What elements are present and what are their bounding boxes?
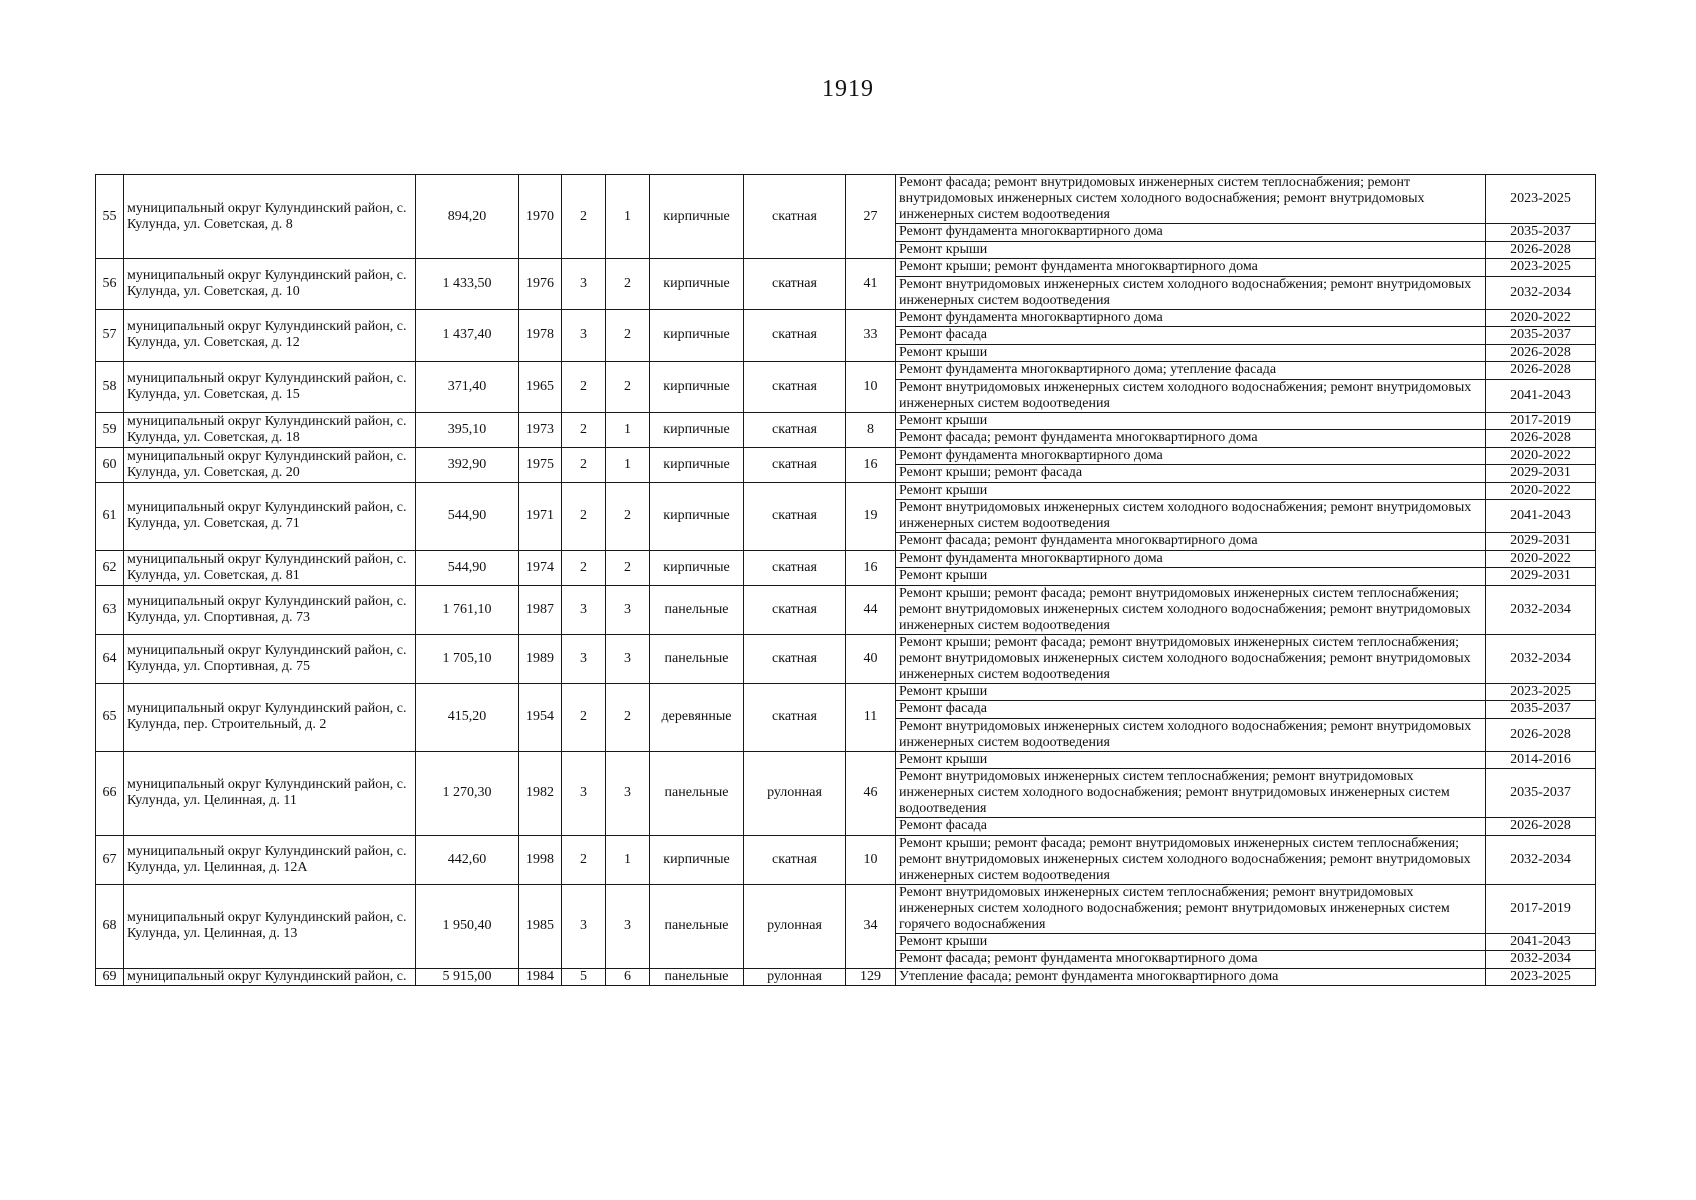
floors-cell: 2 [562,447,606,482]
address-cell: муниципальный округ Кулундинский район, с. Кулунда, ул. Целинная, д. 11 [124,751,416,835]
address-cell: муниципальный округ Кулундинский район, с. Кулунда, ул. Советская, д. 8 [124,175,416,259]
residents-cell: 10 [846,835,896,884]
repair-work-cell: Ремонт крыши; ремонт фасада; ремонт внутридомовых инженерных систем теплоснабжения; ремонт внутридомовых инженерных систем холодного водоснабжения; ремонт внутридомовых инженерных систем водоотведения [896,634,1486,683]
floors-cell: 3 [562,585,606,634]
repair-work-cell: Ремонт крыши [896,412,1486,430]
walls-cell: кирпичные [650,175,744,259]
floors-cell: 3 [562,751,606,835]
row-number: 66 [96,751,124,835]
row-number: 61 [96,482,124,550]
repair-period-cell: 2023-2025 [1486,175,1596,224]
residents-cell: 8 [846,412,896,447]
year-cell: 1987 [519,585,562,634]
address-cell: муниципальный округ Кулундинский район, с. Кулунда, ул. Спортивная, д. 73 [124,585,416,634]
entrances-cell: 1 [606,447,650,482]
row-number: 57 [96,309,124,362]
table-row [96,447,1596,465]
repair-period-cell: 2020-2022 [1486,447,1596,465]
area-cell: 544,90 [416,482,519,550]
repair-period-cell: 2020-2022 [1486,550,1596,568]
address-cell: муниципальный округ Кулундинский район, с. Кулунда, ул. Целинная, д. 12А [124,835,416,884]
floors-cell: 2 [562,683,606,751]
table-row [96,683,1596,701]
row-number: 55 [96,175,124,259]
address-cell: муниципальный округ Кулундинский район, с. Кулунда, ул. Советская, д. 81 [124,550,416,585]
address-cell: муниципальный округ Кулундинский район, с. Кулунда, ул. Советская, д. 18 [124,412,416,447]
address-cell: муниципальный округ Кулундинский район, с. Кулунда, ул. Советская, д. 10 [124,259,416,310]
residents-cell: 11 [846,683,896,751]
table-row [96,634,1596,683]
address-cell: муниципальный округ Кулундинский район, с. [124,968,416,986]
row-number: 67 [96,835,124,884]
entrances-cell: 1 [606,412,650,447]
repair-work-cell: Ремонт крыши [896,241,1486,259]
roof-cell: рулонная [744,968,846,986]
area-cell: 1 705,10 [416,634,519,683]
entrances-cell: 1 [606,835,650,884]
table-row [96,585,1596,634]
residents-cell: 33 [846,309,896,362]
row-number: 65 [96,683,124,751]
repair-period-cell: 2041-2043 [1486,933,1596,951]
year-cell: 1970 [519,175,562,259]
table-row [96,550,1596,568]
repair-period-cell: 2041-2043 [1486,500,1596,533]
walls-cell: панельные [650,585,744,634]
row-number: 62 [96,550,124,585]
roof-cell: рулонная [744,884,846,968]
repair-schedule-table [95,174,1596,986]
repair-work-cell: Ремонт крыши [896,344,1486,362]
repair-period-cell: 2026-2028 [1486,430,1596,448]
entrances-cell: 3 [606,634,650,683]
floors-cell: 3 [562,884,606,968]
repair-work-cell: Ремонт внутридомовых инженерных систем холодного водоснабжения; ремонт внутридомовых инженерных систем водоотведения [896,379,1486,412]
repair-work-cell: Ремонт внутридомовых инженерных систем теплоснабжения; ремонт внутридомовых инженерных систем холодного водоснабжения; ремонт внутридомовых инженерных систем горячего водоснабжения [896,884,1486,933]
roof-cell: скатная [744,585,846,634]
row-number: 68 [96,884,124,968]
row-number: 69 [96,968,124,986]
roof-cell: скатная [744,259,846,310]
table-row [96,175,1596,224]
walls-cell: кирпичные [650,309,744,362]
roof-cell: скатная [744,412,846,447]
entrances-cell: 3 [606,585,650,634]
walls-cell: кирпичные [650,482,744,550]
entrances-cell: 6 [606,968,650,986]
entrances-cell: 2 [606,259,650,310]
repair-work-cell: Ремонт фундамента многоквартирного дома [896,224,1486,242]
repair-period-cell: 2026-2028 [1486,241,1596,259]
floors-cell: 2 [562,412,606,447]
floors-cell: 3 [562,634,606,683]
entrances-cell: 2 [606,482,650,550]
row-number: 58 [96,362,124,413]
area-cell: 1 270,30 [416,751,519,835]
repair-period-cell: 2032-2034 [1486,585,1596,634]
repair-period-cell: 2032-2034 [1486,634,1596,683]
walls-cell: кирпичные [650,362,744,413]
repair-work-cell: Ремонт крыши [896,482,1486,500]
repair-period-cell: 2029-2031 [1486,533,1596,551]
address-cell: муниципальный округ Кулундинский район, с. Кулунда, ул. Советская, д. 12 [124,309,416,362]
area-cell: 1 433,50 [416,259,519,310]
repair-period-cell: 2020-2022 [1486,482,1596,500]
residents-cell: 44 [846,585,896,634]
residents-cell: 129 [846,968,896,986]
residents-cell: 27 [846,175,896,259]
repair-work-cell: Ремонт фундамента многоквартирного дома; утепление фасада [896,362,1486,380]
repair-period-cell: 2035-2037 [1486,327,1596,345]
entrances-cell: 3 [606,751,650,835]
repair-work-cell: Ремонт крыши [896,683,1486,701]
roof-cell: рулонная [744,751,846,835]
residents-cell: 46 [846,751,896,835]
table-row [96,968,1596,986]
row-number: 59 [96,412,124,447]
residents-cell: 16 [846,550,896,585]
year-cell: 1976 [519,259,562,310]
repair-period-cell: 2020-2022 [1486,309,1596,327]
walls-cell: панельные [650,968,744,986]
area-cell: 415,20 [416,683,519,751]
repair-work-cell: Утепление фасада; ремонт фундамента многоквартирного дома [896,968,1486,986]
repair-work-cell: Ремонт внутридомовых инженерных систем теплоснабжения; ремонт внутридомовых инженерных систем холодного водоснабжения; ремонт внутридомовых инженерных систем водоотведения [896,769,1486,818]
residents-cell: 10 [846,362,896,413]
repair-period-cell: 2023-2025 [1486,259,1596,277]
year-cell: 1998 [519,835,562,884]
year-cell: 1954 [519,683,562,751]
entrances-cell: 2 [606,362,650,413]
table-row [96,362,1596,380]
roof-cell: скатная [744,550,846,585]
floors-cell: 2 [562,482,606,550]
repair-work-cell: Ремонт крыши [896,751,1486,769]
page-number: 1919 [822,76,874,102]
table-row [96,309,1596,327]
walls-cell: кирпичные [650,259,744,310]
residents-cell: 41 [846,259,896,310]
table-row [96,482,1596,500]
repair-period-cell: 2017-2019 [1486,884,1596,933]
floors-cell: 2 [562,362,606,413]
repair-period-cell: 2032-2034 [1486,951,1596,969]
entrances-cell: 3 [606,884,650,968]
repair-period-cell: 2035-2037 [1486,769,1596,818]
repair-work-cell: Ремонт крыши; ремонт фасада; ремонт внутридомовых инженерных систем теплоснабжения; ремонт внутридомовых инженерных систем холодного водоснабжения; ремонт внутридомовых инженерных систем водоотведения [896,585,1486,634]
row-number: 63 [96,585,124,634]
repair-work-cell: Ремонт фундамента многоквартирного дома [896,309,1486,327]
walls-cell: кирпичные [650,412,744,447]
floors-cell: 2 [562,175,606,259]
address-cell: муниципальный округ Кулундинский район, с. Кулунда, ул. Советская, д. 15 [124,362,416,413]
repair-work-cell: Ремонт крыши [896,933,1486,951]
repair-work-cell: Ремонт фасада [896,327,1486,345]
repair-period-cell: 2032-2034 [1486,835,1596,884]
address-cell: муниципальный округ Кулундинский район, с. Кулунда, ул. Спортивная, д. 75 [124,634,416,683]
repair-work-cell: Ремонт фасада; ремонт внутридомовых инженерных систем теплоснабжения; ремонт внутридомовых инженерных систем холодного водоснабжения; ремонт внутридомовых инженерных систем водоотведения [896,175,1486,224]
repair-period-cell: 2035-2037 [1486,224,1596,242]
area-cell: 1 761,10 [416,585,519,634]
repair-period-cell: 2029-2031 [1486,568,1596,586]
table-row [96,884,1596,933]
address-cell: муниципальный округ Кулундинский район, с. Кулунда, пер. Строительный, д. 2 [124,683,416,751]
area-cell: 395,10 [416,412,519,447]
repair-work-cell: Ремонт внутридомовых инженерных систем холодного водоснабжения; ремонт внутридомовых инженерных систем водоотведения [896,500,1486,533]
repair-work-cell: Ремонт крыши [896,568,1486,586]
walls-cell: панельные [650,884,744,968]
roof-cell: скатная [744,309,846,362]
area-cell: 392,90 [416,447,519,482]
row-number: 64 [96,634,124,683]
address-cell: муниципальный округ Кулундинский район, с. Кулунда, ул. Целинная, д. 13 [124,884,416,968]
walls-cell: кирпичные [650,550,744,585]
repair-work-cell: Ремонт крыши; ремонт фасада [896,465,1486,483]
roof-cell: скатная [744,362,846,413]
row-number: 56 [96,259,124,310]
year-cell: 1982 [519,751,562,835]
address-cell: муниципальный округ Кулундинский район, с. Кулунда, ул. Советская, д. 71 [124,482,416,550]
year-cell: 1971 [519,482,562,550]
residents-cell: 40 [846,634,896,683]
roof-cell: скатная [744,482,846,550]
repair-work-cell: Ремонт фасада; ремонт фундамента многоквартирного дома [896,951,1486,969]
year-cell: 1985 [519,884,562,968]
repair-period-cell: 2023-2025 [1486,968,1596,986]
residents-cell: 34 [846,884,896,968]
area-cell: 1 437,40 [416,309,519,362]
walls-cell: деревянные [650,683,744,751]
repair-period-cell: 2026-2028 [1486,718,1596,751]
year-cell: 1965 [519,362,562,413]
floors-cell: 2 [562,835,606,884]
floors-cell: 5 [562,968,606,986]
residents-cell: 16 [846,447,896,482]
residents-cell: 19 [846,482,896,550]
floors-cell: 3 [562,259,606,310]
year-cell: 1973 [519,412,562,447]
entrances-cell: 2 [606,683,650,751]
year-cell: 1975 [519,447,562,482]
repair-work-cell: Ремонт фасада [896,818,1486,836]
roof-cell: скатная [744,175,846,259]
floors-cell: 2 [562,550,606,585]
repair-work-cell: Ремонт фасада [896,701,1486,719]
repair-work-cell: Ремонт фасада; ремонт фундамента многоквартирного дома [896,533,1486,551]
area-cell: 544,90 [416,550,519,585]
year-cell: 1978 [519,309,562,362]
repair-period-cell: 2014-2016 [1486,751,1596,769]
year-cell: 1989 [519,634,562,683]
repair-work-cell: Ремонт фасада; ремонт фундамента многоквартирного дома [896,430,1486,448]
roof-cell: скатная [744,634,846,683]
year-cell: 1984 [519,968,562,986]
repair-work-cell: Ремонт крыши; ремонт фундамента многоквартирного дома [896,259,1486,277]
repair-work-cell: Ремонт фундамента многоквартирного дома [896,550,1486,568]
walls-cell: кирпичные [650,447,744,482]
table-row [96,751,1596,769]
repair-period-cell: 2026-2028 [1486,344,1596,362]
repair-work-cell: Ремонт крыши; ремонт фасада; ремонт внутридомовых инженерных систем теплоснабжения; ремонт внутридомовых инженерных систем холодного водоснабжения; ремонт внутридомовых инженерных систем водоотведения [896,835,1486,884]
floors-cell: 3 [562,309,606,362]
area-cell: 442,60 [416,835,519,884]
year-cell: 1974 [519,550,562,585]
walls-cell: панельные [650,634,744,683]
table-row [96,259,1596,277]
repair-period-cell: 2035-2037 [1486,701,1596,719]
address-cell: муниципальный округ Кулундинский район, с. Кулунда, ул. Советская, д. 20 [124,447,416,482]
repair-period-cell: 2026-2028 [1486,818,1596,836]
row-number: 60 [96,447,124,482]
area-cell: 894,20 [416,175,519,259]
table-body [96,175,1596,986]
repair-work-cell: Ремонт внутридомовых инженерных систем холодного водоснабжения; ремонт внутридомовых инженерных систем водоотведения [896,276,1486,309]
repair-work-cell: Ремонт внутридомовых инженерных систем холодного водоснабжения; ремонт внутридомовых инженерных систем водоотведения [896,718,1486,751]
table-row [96,412,1596,430]
repair-period-cell: 2026-2028 [1486,362,1596,380]
entrances-cell: 1 [606,175,650,259]
entrances-cell: 2 [606,309,650,362]
repair-period-cell: 2029-2031 [1486,465,1596,483]
table-row [96,835,1596,884]
walls-cell: панельные [650,751,744,835]
repair-period-cell: 2032-2034 [1486,276,1596,309]
repair-period-cell: 2023-2025 [1486,683,1596,701]
entrances-cell: 2 [606,550,650,585]
roof-cell: скатная [744,683,846,751]
repair-period-cell: 2041-2043 [1486,379,1596,412]
repair-work-cell: Ремонт фундамента многоквартирного дома [896,447,1486,465]
roof-cell: скатная [744,447,846,482]
repair-period-cell: 2017-2019 [1486,412,1596,430]
area-cell: 1 950,40 [416,884,519,968]
area-cell: 5 915,00 [416,968,519,986]
area-cell: 371,40 [416,362,519,413]
walls-cell: кирпичные [650,835,744,884]
roof-cell: скатная [744,835,846,884]
